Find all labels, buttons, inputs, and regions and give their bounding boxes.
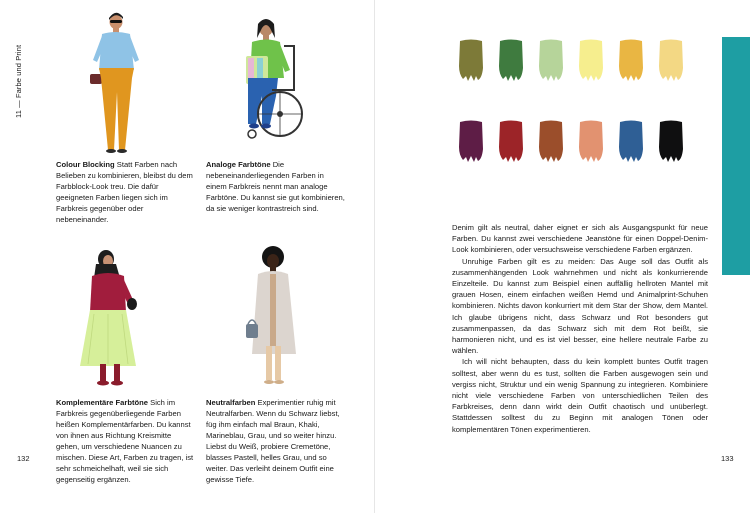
- illustration-neutralfarben: [244, 246, 306, 388]
- page-number: 133: [721, 454, 734, 463]
- body-text: [452, 222, 708, 435]
- color-swatch: [618, 119, 644, 163]
- paragraph: Denim gilt als neutral, daher eignet er sich als Ausgangspunkt für neue Farben. Du kannst zwei verschiedene Jeanstöne für einen Doppel-Denim-Look kombinieren, oder versuchsweise verschiedene Farben ergänzen.: [452, 223, 708, 255]
- paragraph: Unruhige Farben gilt es zu meiden: Das Auge soll das Outfit als zusammenhängenden Look wahrnehmen und nicht als konkurrierende Einzelteile. Du kannst zum Beispiel einen auffällig hellroten Mantel mit grauen Hosen, einem einfachen weißen Hemd und Animalprint-Schuhen kombinieren. Nichts davon konkurriert mit dem Star der Show, dem Mantel. Ich glaube übrigens nicht, dass Schwarz und Rot besonders gut zusammenpassen, da das Schwarz sich mit dem Rot beißt, sie harmonieren nicht, und es ist viel besser, eine hellere neutrale Farbe zu wählen.: [452, 256, 708, 356]
- illustration-colour-blocking: [88, 12, 148, 154]
- illustration-analoge-farbtoene: [228, 16, 308, 144]
- color-swatch: [618, 38, 644, 82]
- right-page: [375, 0, 750, 513]
- paragraph: Ich will nicht behaupten, dass du kein komplett buntes Outfit tragen solltest, aber wenn du es tust, sollten die Farben ausgewogen sein und vergiss nicht, Struktur und ein wenig Spannung zu integrieren. Kombiniere nicht viele verschiedene Farben von unterschiedlichen Teilen des Farbkreises, denn dann wirkt dein Outfit chaotisch und unüberlegt. Stattdessen solltest du zu Beginn mit analogen Tönen oder komplementären Tönen experimentieren.: [452, 357, 708, 434]
- color-swatch: [498, 38, 524, 82]
- color-swatch: [498, 119, 524, 163]
- accent-bar: [722, 37, 750, 275]
- color-swatch: [658, 38, 684, 82]
- color-swatch: [658, 119, 684, 163]
- color-swatch: [458, 119, 484, 163]
- caption-komplementaere-farbtoene: Komplementäre Farbtöne Sich im Farbkreis gegenüberliegende Farben heißen Komplementärfarben. Du kannst von ihnen aus Richtung Kreismitte gehen, um verschiedene Nuancen zu mischen. Diese Art, Farben zu tragen, ist sehr schmeichelhaft, weil sie sich gegenseitig ergänzen.: [56, 398, 194, 484]
- running-header: 11 — Farbe und Print: [14, 44, 23, 118]
- color-swatch: [578, 119, 604, 163]
- color-swatch: [578, 38, 604, 82]
- page-number: 132: [17, 454, 30, 463]
- color-swatch: [538, 119, 564, 163]
- color-swatch: [458, 38, 484, 82]
- caption-neutralfarben: Neutralfarben Experimentier ruhig mit Neutralfarben. Wenn du Schwarz liebst, füg ihm einfach mal Braun, Khaki, Marineblau, Grau, und so weiter hinzu. Liebst du Weiß, probiere Cremetöne, blasses Pastell, helles Grau, und so weiter. Das verleiht deinem Outfit eine gewisse Tiefe.: [206, 398, 340, 484]
- caption-colour-blocking: Colour Blocking Statt Farben nach Belieben zu kombinieren, bleibst du dem Farbblock-Look treu. Die dafür geeigneten Farben liegen sich im Farbkreis gegenüber oder nebeneinander.: [56, 160, 193, 224]
- caption-analoge-farbtoene: Analoge Farbtöne Die nebeneinanderliegenden Farben in einem Farbkreis nennt man analoge Farbtöne. Du kannst sie gut kombinieren, da sie weniger kontrastreich sind.: [206, 160, 345, 213]
- color-swatch: [538, 38, 564, 82]
- illustration-komplementaere-farbtoene: [80, 248, 144, 388]
